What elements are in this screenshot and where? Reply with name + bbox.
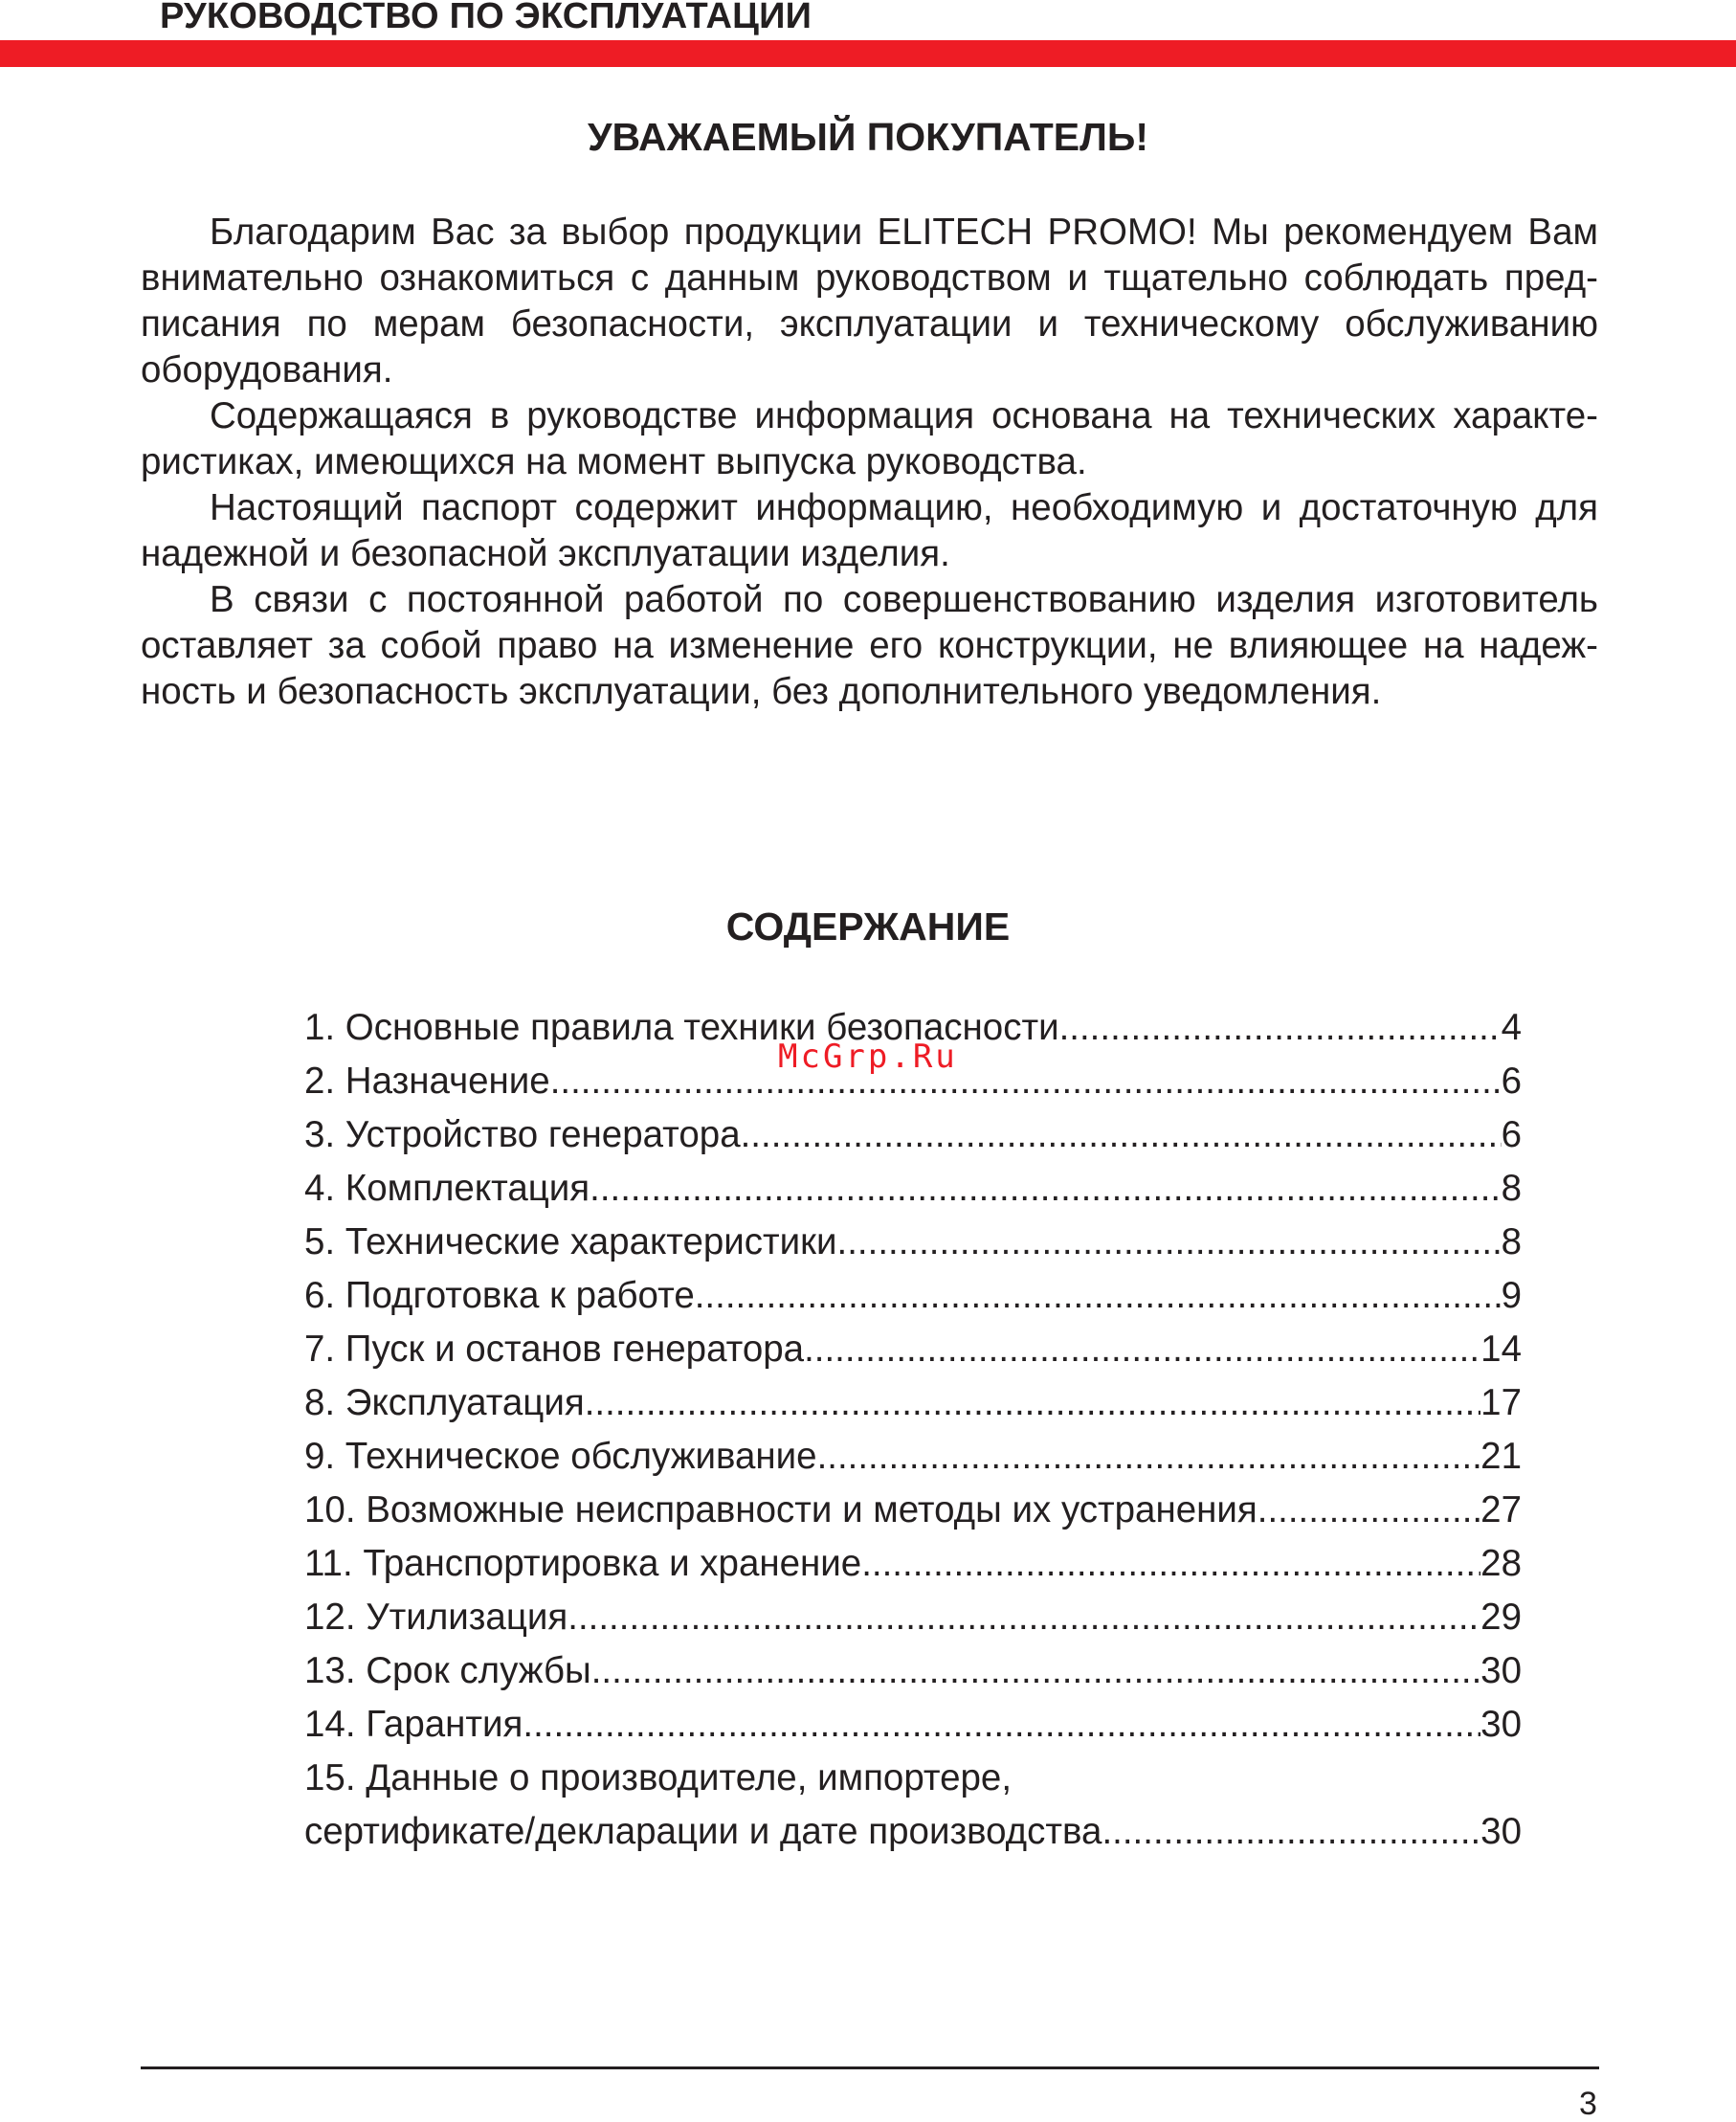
- manual-header-title: РУКОВОДСТВО ПО ЭКСПЛУАТАЦИИ: [160, 0, 812, 36]
- toc-item-page: 30: [1480, 1650, 1522, 1691]
- toc-item-page: 6: [1501, 1114, 1522, 1155]
- toc-item-title: 4. Комплектация: [304, 1168, 590, 1209]
- greeting-heading: УВАЖАЕМЫЙ ПОКУПАТЕЛЬ!: [587, 115, 1149, 159]
- toc-item-page: 27: [1480, 1489, 1522, 1530]
- intro-paragraph: Содержащаяся в руководстве информация основана на технических характеристиках, имеющихся на момент выпуска руководства.: [141, 395, 1598, 482]
- toc-item-title: 2. Назначение: [304, 1061, 550, 1102]
- toc-item[interactable]: [304, 1805, 1522, 1859]
- toc-leader-dots: [591, 1644, 1480, 1698]
- toc-leader-dots: [817, 1430, 1481, 1484]
- header-red-bar: [0, 40, 1736, 67]
- toc-item[interactable]: [304, 1644, 1522, 1698]
- toc-item-page: 17: [1480, 1382, 1522, 1423]
- toc-item[interactable]: [304, 1108, 1522, 1162]
- toc-leader-dots: [523, 1698, 1480, 1752]
- toc-heading: СОДЕРЖАНИЕ: [725, 905, 1011, 949]
- toc-item-title: 3. Устройство генератора: [304, 1114, 741, 1155]
- toc-leader-dots: [861, 1537, 1480, 1591]
- footer-divider: [141, 2066, 1599, 2069]
- toc-item-title: 6. Подготовка к работе: [304, 1275, 695, 1316]
- intro-text: [141, 210, 1598, 715]
- toc-item-page: 21: [1480, 1436, 1522, 1477]
- toc-item-page: 4: [1501, 1007, 1522, 1048]
- toc-item-title: 7. Пуск и останов генератора: [304, 1329, 805, 1370]
- watermark-text: McGrp.Ru: [778, 1038, 958, 1076]
- toc-item-title: 5. Технические характеристики: [304, 1221, 837, 1262]
- toc-leader-dots: [585, 1376, 1480, 1430]
- toc-item[interactable]: [304, 1376, 1522, 1430]
- toc-item-title: 8. Эксплуатация: [304, 1382, 585, 1423]
- toc-item-title: 1. Основные правила техники безопасности: [304, 1007, 1059, 1048]
- toc-item[interactable]: [304, 1591, 1522, 1644]
- toc-leader-dots: [550, 1055, 1502, 1108]
- toc-item-page: 8: [1501, 1168, 1522, 1209]
- toc-leader-dots: [1257, 1484, 1480, 1537]
- toc-item-first-line[interactable]: [304, 1752, 1522, 1805]
- toc-item-page: 6: [1501, 1061, 1522, 1102]
- toc-item-title: 13. Срок службы: [304, 1650, 591, 1691]
- toc-leader-dots: [837, 1216, 1502, 1269]
- toc-item-page: 29: [1480, 1597, 1522, 1638]
- toc-item[interactable]: [304, 1269, 1522, 1323]
- toc-item-page: 28: [1480, 1543, 1522, 1584]
- toc-leader-dots: [1102, 1805, 1480, 1859]
- toc-item-page: 14: [1480, 1329, 1522, 1370]
- toc-item-title: 9. Техническое обслуживание: [304, 1436, 817, 1477]
- toc-item-page: 30: [1480, 1704, 1522, 1745]
- toc-leader-dots: [590, 1162, 1501, 1216]
- intro-paragraph: В связи с постоянной работой по совершенствованию изделия изготовитель оставляет за собой право на изменение его конструкции, не влияющее на надежность и безопасность эксплуатации, без дополнительного уведомления.: [141, 579, 1598, 712]
- toc-leader-dots: [568, 1591, 1480, 1644]
- toc-leader-dots: [741, 1108, 1502, 1162]
- toc-item[interactable]: [304, 1430, 1522, 1484]
- toc-item[interactable]: [304, 1216, 1522, 1269]
- toc-item[interactable]: [304, 1698, 1522, 1752]
- toc-item-title: 12. Утилизация: [304, 1597, 568, 1638]
- toc-leader-dots: [695, 1269, 1502, 1323]
- toc-item-page: 30: [1480, 1811, 1522, 1852]
- toc-item-title: 10. Возможные неисправности и методы их устранения: [304, 1489, 1257, 1530]
- page-number: 3: [1579, 2086, 1597, 2122]
- intro-paragraph: Настоящий паспорт содержит информацию, необходимую и достаточную для надежной и безопасной эксплуатации изделия.: [141, 487, 1598, 574]
- toc-item[interactable]: [304, 1484, 1522, 1537]
- toc-item-title: 14. Гарантия: [304, 1704, 523, 1745]
- toc-item-title: сертификате/декларации и дате производства: [304, 1811, 1102, 1852]
- toc-item-page: 9: [1501, 1275, 1522, 1316]
- toc-item-page: 8: [1501, 1221, 1522, 1262]
- intro-paragraph: Благодарим Вас за выбор продукции ELITECH PROMO! Мы рекомендуем Вам внимательно ознакомиться с данным руководством и тщательно соблюдать предписания по мерам безопасности, эксплуатации и техническому обслуживанию оборудования.: [141, 212, 1598, 391]
- toc-item-title: 11. Транспортировка и хранение: [304, 1543, 862, 1584]
- table-of-contents: [304, 1001, 1522, 1859]
- toc-leader-dots: [804, 1323, 1480, 1376]
- toc-item-title: 15. Данные о производителе, импортере,: [304, 1757, 1013, 1798]
- toc-item[interactable]: [304, 1323, 1522, 1376]
- toc-item[interactable]: [304, 1162, 1522, 1216]
- toc-item[interactable]: [304, 1537, 1522, 1591]
- toc-leader-dots: [1059, 1001, 1502, 1055]
